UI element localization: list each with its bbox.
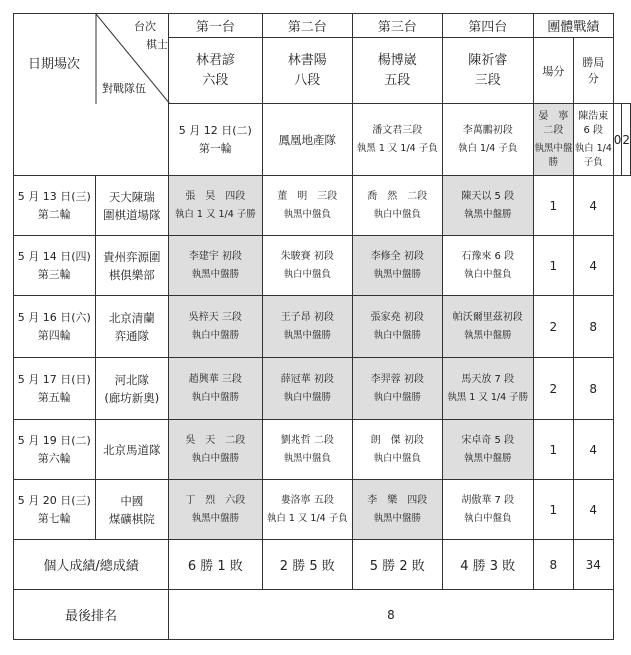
game-cell-board-3	[353, 358, 442, 420]
round-date-cell	[14, 176, 96, 236]
game-result: 執白中盤負	[283, 268, 332, 280]
board-points-value: 4	[573, 480, 613, 540]
game-cell-board-3	[353, 480, 442, 540]
header-date-round: 日期場次	[28, 57, 81, 72]
game-cell-board-2	[442, 104, 533, 176]
diagonal-lines	[14, 14, 171, 104]
team-points-value: 1	[533, 176, 573, 236]
round-number: 第二輪	[37, 207, 71, 221]
game-cell-board-2	[262, 296, 352, 358]
opponent-player: 朱駿賽 初段	[280, 250, 334, 262]
game-result: 執黑中盤負	[283, 208, 332, 220]
game-cell-board-2	[262, 358, 352, 420]
opponent-player: 張家堯 初段	[370, 311, 424, 323]
opponent-player: 胡傲華 7 段	[461, 494, 515, 506]
round-date-cell	[14, 296, 96, 358]
game-result: 執白 1 又 1/4 子勝	[174, 208, 256, 220]
opponent-player: 趙興華 三段	[188, 373, 242, 385]
round-row	[14, 358, 631, 420]
game-cell-board-4	[442, 176, 533, 236]
game-cell-board-1	[169, 296, 262, 358]
header-board-label: 台次	[134, 20, 156, 33]
opponent-player: 吳梓天 三段	[188, 311, 242, 323]
opponent-team-cell	[95, 480, 169, 540]
board-4-header: 第四台	[442, 14, 533, 38]
header-corner	[14, 14, 169, 176]
round-date: 5 月 16 日(六)	[17, 310, 91, 324]
game-result: 執白中盤勝	[373, 391, 422, 403]
round-date-cell	[169, 104, 262, 176]
opponent-team-name: 中國	[120, 493, 144, 508]
round-number: 第四輪	[37, 328, 71, 342]
round-date: 5 月 13 日(三)	[17, 189, 91, 203]
game-result: 執白中盤勝	[191, 391, 240, 403]
board-3-header: 第三台	[353, 14, 442, 38]
game-result: 執黑中盤勝	[191, 268, 240, 280]
team-points-value: 1	[533, 236, 573, 296]
team-result-header: 團體戰績	[533, 14, 613, 38]
opponent-player: 李 樂 四段	[367, 494, 428, 506]
round-date: 5 月 12 日(二)	[178, 123, 252, 137]
board-1-header: 第一台	[169, 14, 262, 38]
opponent-team-cell	[95, 296, 169, 358]
game-result: 執黑 1 又 1/4 子勝	[447, 391, 529, 403]
opponent-player: 潘文君三段	[372, 124, 423, 136]
round-date-cell	[14, 480, 96, 540]
team-points-value: 1	[533, 480, 573, 540]
game-result: 執黑中盤勝	[463, 329, 512, 341]
round-date: 5 月 14 日(四)	[17, 249, 91, 263]
opponent-team-name: 棋俱樂部	[108, 267, 155, 282]
opponent-player: 王子昂 初段	[280, 311, 334, 323]
round-date: 5 月 19 日(二)	[17, 433, 91, 447]
opponent-team-cell	[95, 236, 169, 296]
round-number: 第七輪	[37, 511, 71, 525]
player-1: 林君諺 六段	[169, 38, 262, 104]
opponent-player: 薛冠華 初段	[280, 373, 334, 385]
opponent-team-cell	[262, 104, 352, 176]
opponent-team-name: 北京清蘭	[108, 310, 155, 325]
board-points-value: 8	[573, 358, 613, 420]
opponent-team-name: 貴州弈源圍	[103, 249, 161, 264]
game-cell-board-1	[169, 480, 262, 540]
game-cell-board-4	[442, 420, 533, 480]
game-cell-board-1	[353, 104, 442, 176]
game-result: 執黑中盤勝	[373, 512, 422, 524]
team-points-value: 2	[533, 358, 573, 420]
round-date: 5 月 20 日(三)	[17, 493, 91, 507]
header-opponent-label: 對戰隊伍	[102, 82, 146, 95]
game-cell-board-2	[262, 420, 352, 480]
opponent-player: 李羿蓉 初段	[370, 373, 424, 385]
round-row	[14, 176, 631, 236]
opponent-team-name: 弈通隊	[114, 328, 150, 343]
opponent-player: 晏 寧二段	[538, 110, 569, 136]
opponent-player: 劉兆哲 二段	[280, 434, 334, 446]
game-result: 執黑 1 又 1/4 子負	[356, 142, 438, 154]
total-board-4: 4 勝 3 敗	[442, 540, 533, 590]
opponent-player: 喬 然 二段	[367, 190, 428, 202]
game-result: 執黑中盤勝	[463, 208, 512, 220]
opponent-team-name: 河北隊	[114, 372, 150, 387]
opponent-player: 陳天以 5 段	[461, 190, 515, 202]
opponent-player: 宋卓奇 5 段	[461, 434, 515, 446]
opponent-player: 張 昊 四段	[185, 190, 246, 202]
round-row	[14, 296, 631, 358]
game-result: 執白中盤負	[463, 512, 512, 524]
round-number: 第五輪	[37, 390, 71, 404]
round-date-cell	[14, 420, 96, 480]
opponent-player: 陳浩東 6 段	[578, 110, 609, 136]
opponent-player: 婁洛寧 五段	[280, 494, 334, 506]
game-result: 執黑中盤勝	[534, 142, 573, 168]
opponent-player: 馬天放 7 段	[461, 373, 515, 385]
player-3: 楊博崴 五段	[353, 38, 442, 104]
game-cell-board-2	[262, 176, 352, 236]
final-rank-label: 最後排名	[14, 590, 169, 640]
game-cell-board-3	[353, 176, 442, 236]
totals-row	[14, 540, 631, 590]
total-board-1: 6 勝 1 敗	[169, 540, 262, 590]
opponent-player: 朗 傑 初段	[370, 434, 424, 446]
game-cell-board-1	[169, 358, 262, 420]
game-cell-board-3	[353, 296, 442, 358]
header-player-label: 棋士	[146, 38, 168, 51]
round-row	[14, 480, 631, 540]
game-result: 執黑中盤負	[283, 452, 332, 464]
round-date: 5 月 17 日(日)	[17, 372, 91, 386]
opponent-team-name: 天大陳瑞	[108, 189, 155, 204]
round-date-cell	[14, 236, 96, 296]
results-table	[13, 13, 631, 640]
round-number: 第一輪	[198, 141, 232, 155]
total-board-3: 5 勝 2 敗	[353, 540, 442, 590]
team-points-header: 場分	[533, 38, 573, 104]
opponent-player: 丁 烈 六段	[185, 494, 246, 506]
game-cell-board-1	[169, 176, 262, 236]
game-result: 執白中盤負	[463, 268, 512, 280]
board-2-header: 第二台	[262, 14, 352, 38]
round-date-cell	[14, 358, 96, 420]
game-cell-board-1	[169, 420, 262, 480]
final-rank-value: 8	[169, 590, 614, 640]
player-4: 陳祈睿 三段	[442, 38, 533, 104]
game-result: 執白中盤勝	[373, 329, 422, 341]
board-points-value: 4	[573, 420, 613, 480]
game-cell-board-3	[353, 236, 442, 296]
game-cell-board-3	[353, 420, 442, 480]
game-cell-board-4	[442, 358, 533, 420]
opponent-team-name: 北京馬道隊	[103, 442, 161, 457]
game-result: 執白中盤負	[373, 208, 422, 220]
game-result: 執黑中盤勝	[463, 452, 512, 464]
opponent-player: 董 明 三段	[277, 190, 338, 202]
game-result: 執黑中盤勝	[191, 512, 240, 524]
total-team-points: 8	[533, 540, 573, 590]
game-result: 執白 1 又 1/4 子負	[266, 512, 348, 524]
round-row	[14, 236, 631, 296]
game-result: 執白中盤勝	[191, 329, 240, 341]
opponent-player: 李建宇 初段	[188, 250, 242, 262]
final-rank-row	[14, 590, 631, 640]
opponent-player: 李萬鵬初段	[462, 124, 513, 136]
board-points-value: 2	[622, 104, 631, 176]
opponent-team-name: 圍棋道場隊	[103, 207, 161, 222]
team-points-value: 1	[533, 420, 573, 480]
game-cell-board-2	[262, 236, 352, 296]
player-2: 林書陽 八段	[262, 38, 352, 104]
game-cell-board-3	[533, 104, 573, 176]
game-result: 執白 1/4 子負	[458, 142, 518, 154]
total-board-points: 34	[573, 540, 613, 590]
game-result: 執黑中盤勝	[373, 268, 422, 280]
opponent-team-cell	[95, 358, 169, 420]
opponent-team-name: (廊坊新奧)	[104, 390, 160, 405]
round-row	[14, 420, 631, 480]
game-cell-board-1	[169, 236, 262, 296]
opponent-team-name: 煤礦棋院	[108, 511, 155, 526]
totals-label: 個人成績/總成績	[14, 540, 169, 590]
opponent-team-name: 鳳凰地產隊	[278, 132, 337, 147]
board-points-value: 8	[573, 296, 613, 358]
game-result: 執白 1/4 子負	[574, 142, 612, 168]
opponent-player: 吳 天 二段	[185, 434, 246, 446]
game-cell-board-4	[573, 104, 613, 176]
opponent-player: 石豫來 6 段	[461, 250, 515, 262]
game-result: 執黑中盤勝	[283, 329, 332, 341]
board-points-header: 勝局分	[573, 38, 613, 104]
opponent-team-cell	[95, 420, 169, 480]
opponent-team-cell	[95, 176, 169, 236]
total-board-2: 2 勝 5 敗	[262, 540, 352, 590]
round-number: 第三輪	[37, 267, 71, 281]
game-cell-board-2	[262, 480, 352, 540]
game-result: 執白中盤勝	[283, 391, 332, 403]
round-number: 第六輪	[37, 451, 71, 465]
game-cell-board-4	[442, 236, 533, 296]
team-points-value: 2	[533, 296, 573, 358]
team-points-value: 0	[613, 104, 622, 176]
game-result: 執白中盤負	[373, 452, 422, 464]
opponent-player: 帕沃爾里茲初段	[452, 311, 523, 323]
board-points-value: 4	[573, 236, 613, 296]
opponent-player: 李修全 初段	[370, 250, 424, 262]
game-result: 執白中盤勝	[191, 452, 240, 464]
game-cell-board-4	[442, 296, 533, 358]
game-cell-board-4	[442, 480, 533, 540]
board-points-value: 4	[573, 176, 613, 236]
